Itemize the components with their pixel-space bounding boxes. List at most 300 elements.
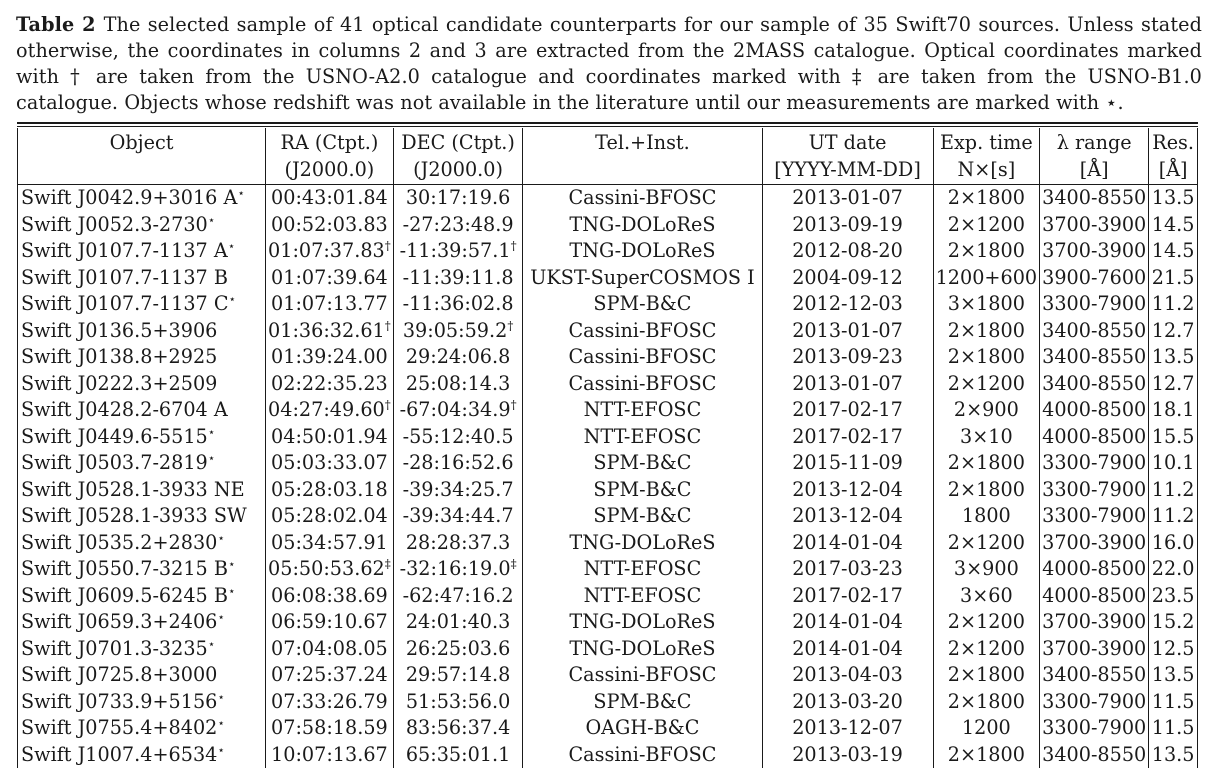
tel-cell-value: OAGH-B&C xyxy=(585,716,699,739)
ra-cell-marker: ‡ xyxy=(385,557,391,571)
ra-cell-value: 00:43:01.84 xyxy=(271,186,388,209)
res-cell xyxy=(1149,715,1198,742)
tel-cell xyxy=(523,450,762,477)
date-cell xyxy=(762,344,933,371)
exp-cell-value: 1200+600 xyxy=(936,266,1038,289)
date-cell-value: 2013-12-04 xyxy=(792,504,903,527)
tel-cell xyxy=(523,636,762,663)
object-cell-value: Swift J0107.7-1137 A xyxy=(21,239,228,262)
dec-cell xyxy=(393,583,523,610)
date-cell xyxy=(762,636,933,663)
object-cell-value: Swift J0528.1-3933 SW xyxy=(21,504,247,527)
range-cell-value: 4000-8500 xyxy=(1042,557,1146,580)
res-cell-value: 13.5 xyxy=(1152,663,1195,686)
tel-cell xyxy=(523,238,762,265)
exp-cell xyxy=(933,291,1040,318)
date-cell-value: 2017-02-17 xyxy=(792,398,903,421)
tel-cell-value: NTT-EFOSC xyxy=(584,425,702,448)
res-cell-value: 22.0 xyxy=(1152,557,1195,580)
exp-cell-value: 3×1800 xyxy=(948,292,1025,315)
table-row xyxy=(18,424,1198,451)
range-cell xyxy=(1040,371,1149,398)
object-cell xyxy=(18,662,266,689)
ra-cell xyxy=(266,715,394,742)
range-cell-value: 3400-8550 xyxy=(1042,663,1146,686)
range-cell-value: 3300-7900 xyxy=(1042,292,1146,315)
range-cell xyxy=(1040,609,1149,636)
object-cell-value: Swift J1007.4+6534 xyxy=(21,743,217,766)
object-cell-marker: ⋆ xyxy=(208,637,216,651)
exp-cell xyxy=(933,344,1040,371)
date-cell xyxy=(762,503,933,530)
range-cell xyxy=(1040,344,1149,371)
date-cell xyxy=(762,450,933,477)
exp-cell-value: 3×60 xyxy=(960,584,1013,607)
res-cell-value: 10.1 xyxy=(1152,451,1195,474)
header-row xyxy=(18,128,1198,157)
date-cell xyxy=(762,715,933,742)
dec-cell-value: -11:39:11.8 xyxy=(403,266,514,289)
ra-cell-value: 07:25:37.24 xyxy=(271,663,388,686)
table-row xyxy=(18,530,1198,557)
date-cell-value: 2017-02-17 xyxy=(792,425,903,448)
res-cell xyxy=(1149,344,1198,371)
tel-cell xyxy=(523,424,762,451)
res-cell-value: 13.5 xyxy=(1152,345,1195,368)
res-cell xyxy=(1149,477,1198,504)
object-cell-value: Swift J0428.2-6704 A xyxy=(21,398,228,421)
exp-cell-value: 2×900 xyxy=(954,398,1019,421)
col-range-sub: [Å] xyxy=(1040,157,1149,185)
exp-cell xyxy=(933,265,1040,292)
table-row xyxy=(18,397,1198,424)
table-row xyxy=(18,556,1198,583)
table-row xyxy=(18,185,1198,212)
tel-cell-value: TNG-DOLoReS xyxy=(569,637,715,660)
date-cell-value: 2012-12-03 xyxy=(792,292,903,315)
tel-cell-value: Cassini-BFOSC xyxy=(569,663,717,686)
date-cell xyxy=(762,238,933,265)
object-cell xyxy=(18,344,266,371)
object-cell-value: Swift J0535.2+2830 xyxy=(21,531,217,554)
object-cell xyxy=(18,742,266,768)
dec-cell xyxy=(393,397,523,424)
date-cell xyxy=(762,609,933,636)
range-cell xyxy=(1040,450,1149,477)
tel-cell-value: SPM-B&C xyxy=(593,478,691,501)
date-cell-value: 2013-01-07 xyxy=(792,186,903,209)
dec-cell-value: 25:08:14.3 xyxy=(406,372,510,395)
range-cell xyxy=(1040,185,1149,212)
tel-cell xyxy=(523,291,762,318)
date-cell xyxy=(762,291,933,318)
table-row xyxy=(18,212,1198,239)
tel-cell-value: NTT-EFOSC xyxy=(584,557,702,580)
col-object: Object xyxy=(18,128,266,157)
table-row xyxy=(18,344,1198,371)
object-cell xyxy=(18,238,266,265)
dec-cell-value: 29:57:14.8 xyxy=(406,663,510,686)
range-cell-value: 3400-8550 xyxy=(1042,743,1146,766)
tel-cell-value: TNG-DOLoReS xyxy=(569,610,715,633)
range-cell-value: 3700-3900 xyxy=(1042,213,1146,236)
dec-cell-value: -39:34:44.7 xyxy=(403,504,514,527)
ra-cell-value: 05:50:53.62 xyxy=(268,557,385,580)
object-cell-marker: ⋆ xyxy=(237,186,245,200)
range-cell xyxy=(1040,556,1149,583)
res-cell-value: 23.5 xyxy=(1152,584,1195,607)
range-cell xyxy=(1040,503,1149,530)
object-cell xyxy=(18,556,266,583)
dec-cell-value: 29:24:06.8 xyxy=(406,345,510,368)
table-row xyxy=(18,662,1198,689)
exp-cell-value: 2×1800 xyxy=(948,239,1025,262)
top-rule xyxy=(17,122,1198,124)
ra-cell-marker: † xyxy=(385,398,391,412)
exp-cell xyxy=(933,238,1040,265)
tel-cell-value: NTT-EFOSC xyxy=(584,398,702,421)
exp-cell xyxy=(933,477,1040,504)
dec-cell-value: -67:04:34.9 xyxy=(400,398,511,421)
range-cell xyxy=(1040,742,1149,768)
dec-cell xyxy=(393,424,523,451)
res-cell-value: 11.2 xyxy=(1152,478,1195,501)
table-row xyxy=(18,689,1198,716)
exp-cell xyxy=(933,715,1040,742)
ra-cell xyxy=(266,185,394,212)
col-exp: Exp. time xyxy=(933,128,1040,157)
exp-cell-value: 2×1800 xyxy=(948,345,1025,368)
date-cell-value: 2017-03-23 xyxy=(792,557,903,580)
res-cell-value: 11.5 xyxy=(1152,716,1195,739)
res-cell xyxy=(1149,291,1198,318)
tel-cell-value: Cassini-BFOSC xyxy=(569,319,717,342)
date-cell xyxy=(762,583,933,610)
date-cell-value: 2013-01-07 xyxy=(792,372,903,395)
range-cell xyxy=(1040,291,1149,318)
table-row xyxy=(18,477,1198,504)
dec-cell xyxy=(393,556,523,583)
range-cell-value: 3700-3900 xyxy=(1042,610,1146,633)
object-cell-value: Swift J0609.5-6245 B xyxy=(21,584,228,607)
exp-cell xyxy=(933,185,1040,212)
date-cell xyxy=(762,185,933,212)
exp-cell xyxy=(933,371,1040,398)
table-body xyxy=(18,185,1198,768)
tel-cell xyxy=(523,662,762,689)
date-cell-value: 2013-03-20 xyxy=(792,690,903,713)
date-cell-value: 2013-12-07 xyxy=(792,716,903,739)
object-cell-marker: ⋆ xyxy=(208,451,216,465)
dec-cell xyxy=(393,291,523,318)
ra-cell xyxy=(266,344,394,371)
dec-cell-value: -27:23:48.9 xyxy=(403,213,514,236)
res-cell xyxy=(1149,742,1198,768)
object-cell-value: Swift J0528.1-3933 NE xyxy=(21,478,245,501)
range-cell-value: 3400-8550 xyxy=(1042,186,1146,209)
res-cell-value: 11.5 xyxy=(1152,690,1195,713)
object-cell-marker: ⋆ xyxy=(217,690,225,704)
dec-cell xyxy=(393,185,523,212)
exp-cell-value: 2×1200 xyxy=(948,372,1025,395)
object-cell-marker: ⋆ xyxy=(208,213,216,227)
table-row xyxy=(18,291,1198,318)
dec-cell-value: 83:56:37.4 xyxy=(406,716,510,739)
ra-cell xyxy=(266,424,394,451)
dec-cell xyxy=(393,662,523,689)
table-caption xyxy=(16,12,1202,116)
col-tel-sub xyxy=(523,157,762,185)
ra-cell-value: 05:28:02.04 xyxy=(271,504,388,527)
range-cell-value: 3700-3900 xyxy=(1042,239,1146,262)
range-cell xyxy=(1040,715,1149,742)
res-cell xyxy=(1149,238,1198,265)
ra-cell-value: 04:50:01.94 xyxy=(271,425,388,448)
date-cell-value: 2013-04-03 xyxy=(792,663,903,686)
ra-cell xyxy=(266,477,394,504)
ra-cell-value: 04:27:49.60 xyxy=(268,398,385,421)
table-row xyxy=(18,583,1198,610)
dec-cell xyxy=(393,503,523,530)
object-cell-marker: ⋆ xyxy=(229,292,237,306)
exp-cell xyxy=(933,662,1040,689)
res-cell xyxy=(1149,609,1198,636)
ra-cell xyxy=(266,556,394,583)
object-cell xyxy=(18,477,266,504)
object-cell xyxy=(18,715,266,742)
date-cell-value: 2012-08-20 xyxy=(792,239,903,262)
table-row xyxy=(18,238,1198,265)
res-cell-value: 15.2 xyxy=(1152,610,1195,633)
dec-cell xyxy=(393,689,523,716)
date-cell-value: 2013-01-07 xyxy=(792,319,903,342)
exp-cell xyxy=(933,636,1040,663)
exp-cell-value: 2×1800 xyxy=(948,319,1025,342)
object-cell-marker: ⋆ xyxy=(217,531,225,545)
res-cell xyxy=(1149,583,1198,610)
dec-cell xyxy=(393,212,523,239)
object-cell xyxy=(18,503,266,530)
object-cell-value: Swift J0042.9+3016 A xyxy=(21,186,237,209)
tel-cell-value: Cassini-BFOSC xyxy=(569,186,717,209)
col-tel: Tel.+Inst. xyxy=(523,128,762,157)
object-cell-value: Swift J0107.7-1137 C xyxy=(21,292,229,315)
dec-cell-value: 24:01:40.3 xyxy=(406,610,510,633)
range-cell xyxy=(1040,530,1149,557)
res-cell-value: 18.1 xyxy=(1152,398,1195,421)
dec-cell xyxy=(393,530,523,557)
object-cell xyxy=(18,424,266,451)
object-cell xyxy=(18,291,266,318)
res-cell-value: 12.7 xyxy=(1152,372,1195,395)
table-row xyxy=(18,636,1198,663)
res-cell xyxy=(1149,265,1198,292)
tel-cell-value: SPM-B&C xyxy=(593,504,691,527)
dec-cell xyxy=(393,609,523,636)
dec-cell-marker: ‡ xyxy=(511,557,517,571)
object-cell xyxy=(18,530,266,557)
dec-cell-value: -28:16:52.6 xyxy=(403,451,514,474)
tel-cell xyxy=(523,689,762,716)
tel-cell-value: Cassini-BFOSC xyxy=(569,743,717,766)
exp-cell xyxy=(933,530,1040,557)
date-cell-value: 2014-01-04 xyxy=(792,637,903,660)
object-cell-value: Swift J0449.6-5515 xyxy=(21,425,208,448)
exp-cell-value: 3×900 xyxy=(954,557,1019,580)
date-cell xyxy=(762,397,933,424)
ra-cell-value: 01:39:24.00 xyxy=(271,345,388,368)
exp-cell-value: 2×1200 xyxy=(948,610,1025,633)
tel-cell xyxy=(523,185,762,212)
exp-cell-value: 3×10 xyxy=(960,425,1013,448)
object-cell-value: Swift J0725.8+3000 xyxy=(21,663,217,686)
range-cell-value: 3300-7900 xyxy=(1042,690,1146,713)
dec-cell-marker: † xyxy=(507,319,513,333)
date-cell-value: 2013-09-19 xyxy=(792,213,903,236)
dec-cell xyxy=(393,715,523,742)
ra-cell xyxy=(266,450,394,477)
table-row xyxy=(18,609,1198,636)
ra-cell-value: 07:33:26.79 xyxy=(271,690,388,713)
res-cell-value: 16.0 xyxy=(1152,531,1195,554)
range-cell xyxy=(1040,318,1149,345)
object-cell-marker: ⋆ xyxy=(228,239,236,253)
exp-cell xyxy=(933,742,1040,768)
res-cell xyxy=(1149,636,1198,663)
date-cell xyxy=(762,371,933,398)
res-cell-value: 12.5 xyxy=(1152,637,1195,660)
date-cell xyxy=(762,477,933,504)
object-cell-value: Swift J0755.4+8402 xyxy=(21,716,217,739)
ra-cell-value: 05:34:57.91 xyxy=(271,531,388,554)
range-cell-value: 3400-8550 xyxy=(1042,372,1146,395)
range-cell-value: 3700-3900 xyxy=(1042,637,1146,660)
date-cell xyxy=(762,662,933,689)
dec-cell xyxy=(393,742,523,768)
exp-cell xyxy=(933,689,1040,716)
range-cell-value: 3900-7600 xyxy=(1042,266,1146,289)
table-row xyxy=(18,450,1198,477)
exp-cell-value: 2×1800 xyxy=(948,451,1025,474)
range-cell xyxy=(1040,662,1149,689)
res-cell xyxy=(1149,503,1198,530)
object-cell xyxy=(18,265,266,292)
dec-cell-value: 28:28:37.3 xyxy=(406,531,510,554)
exp-cell-value: 1200 xyxy=(962,716,1011,739)
object-cell-value: Swift J0136.5+3906 xyxy=(21,319,217,342)
dec-cell xyxy=(393,636,523,663)
tel-cell-value: TNG-DOLoReS xyxy=(569,531,715,554)
range-cell-value: 3300-7900 xyxy=(1042,716,1146,739)
sample-table xyxy=(17,128,1198,768)
object-cell-value: Swift J0107.7-1137 B xyxy=(21,266,228,289)
dec-cell-marker: † xyxy=(511,398,517,412)
range-cell-value: 3400-8550 xyxy=(1042,319,1146,342)
dec-cell xyxy=(393,318,523,345)
range-cell xyxy=(1040,636,1149,663)
object-cell-marker: ⋆ xyxy=(217,743,225,757)
res-cell xyxy=(1149,318,1198,345)
res-cell xyxy=(1149,530,1198,557)
exp-cell xyxy=(933,609,1040,636)
object-cell xyxy=(18,609,266,636)
object-cell xyxy=(18,636,266,663)
ra-cell xyxy=(266,503,394,530)
res-cell-value: 11.2 xyxy=(1152,292,1195,315)
ra-cell-value: 05:28:03.18 xyxy=(271,478,388,501)
object-cell xyxy=(18,583,266,610)
dec-cell-marker: † xyxy=(511,239,517,253)
col-range: λ range xyxy=(1040,128,1149,157)
dec-cell xyxy=(393,265,523,292)
res-cell xyxy=(1149,185,1198,212)
object-cell xyxy=(18,318,266,345)
range-cell-value: 3300-7900 xyxy=(1042,451,1146,474)
exp-cell xyxy=(933,397,1040,424)
date-cell xyxy=(762,265,933,292)
res-cell xyxy=(1149,212,1198,239)
col-ra: RA (Ctpt.) xyxy=(266,128,394,157)
tel-cell xyxy=(523,715,762,742)
object-cell-value: Swift J0733.9+5156 xyxy=(21,690,217,713)
ra-cell xyxy=(266,265,394,292)
date-cell-value: 2014-01-04 xyxy=(792,610,903,633)
ra-cell xyxy=(266,397,394,424)
dec-cell-value: -32:16:19.0 xyxy=(400,557,511,580)
object-cell-marker: ⋆ xyxy=(217,716,225,730)
range-cell-value: 3300-7900 xyxy=(1042,478,1146,501)
object-cell xyxy=(18,185,266,212)
col-res-sub: [Å] xyxy=(1149,157,1198,185)
table-row xyxy=(18,503,1198,530)
exp-cell xyxy=(933,318,1040,345)
range-cell xyxy=(1040,238,1149,265)
exp-cell xyxy=(933,450,1040,477)
exp-cell-value: 1800 xyxy=(962,504,1011,527)
object-cell xyxy=(18,689,266,716)
ra-cell-value: 01:07:39.64 xyxy=(271,266,388,289)
tel-cell xyxy=(523,265,762,292)
tel-cell xyxy=(523,212,762,239)
table-row xyxy=(18,742,1198,768)
object-cell-value: Swift J0659.3+2406 xyxy=(21,610,217,633)
object-cell-value: Swift J0550.7-3215 B xyxy=(21,557,228,580)
table-row xyxy=(18,265,1198,292)
dec-cell xyxy=(393,344,523,371)
date-cell-value: 2015-11-09 xyxy=(792,451,903,474)
tel-cell xyxy=(523,530,762,557)
range-cell-value: 4000-8500 xyxy=(1042,425,1146,448)
object-cell xyxy=(18,397,266,424)
date-cell xyxy=(762,424,933,451)
dec-cell-value: 30:17:19.6 xyxy=(406,186,510,209)
dec-cell xyxy=(393,477,523,504)
table-row xyxy=(18,715,1198,742)
exp-cell-value: 2×1200 xyxy=(948,213,1025,236)
col-object-sub xyxy=(18,157,266,185)
exp-cell-value: 2×1200 xyxy=(948,531,1025,554)
dec-cell xyxy=(393,371,523,398)
exp-cell-value: 2×1800 xyxy=(948,663,1025,686)
exp-cell-value: 2×1200 xyxy=(948,637,1025,660)
date-cell-value: 2004-09-12 xyxy=(792,266,903,289)
ra-cell-value: 07:04:08.05 xyxy=(271,637,388,660)
table-row xyxy=(18,318,1198,345)
col-date: UT date xyxy=(762,128,933,157)
tel-cell xyxy=(523,583,762,610)
col-date-sub: [YYYY-MM-DD] xyxy=(762,157,933,185)
object-cell-value: Swift J0138.8+2925 xyxy=(21,345,217,368)
